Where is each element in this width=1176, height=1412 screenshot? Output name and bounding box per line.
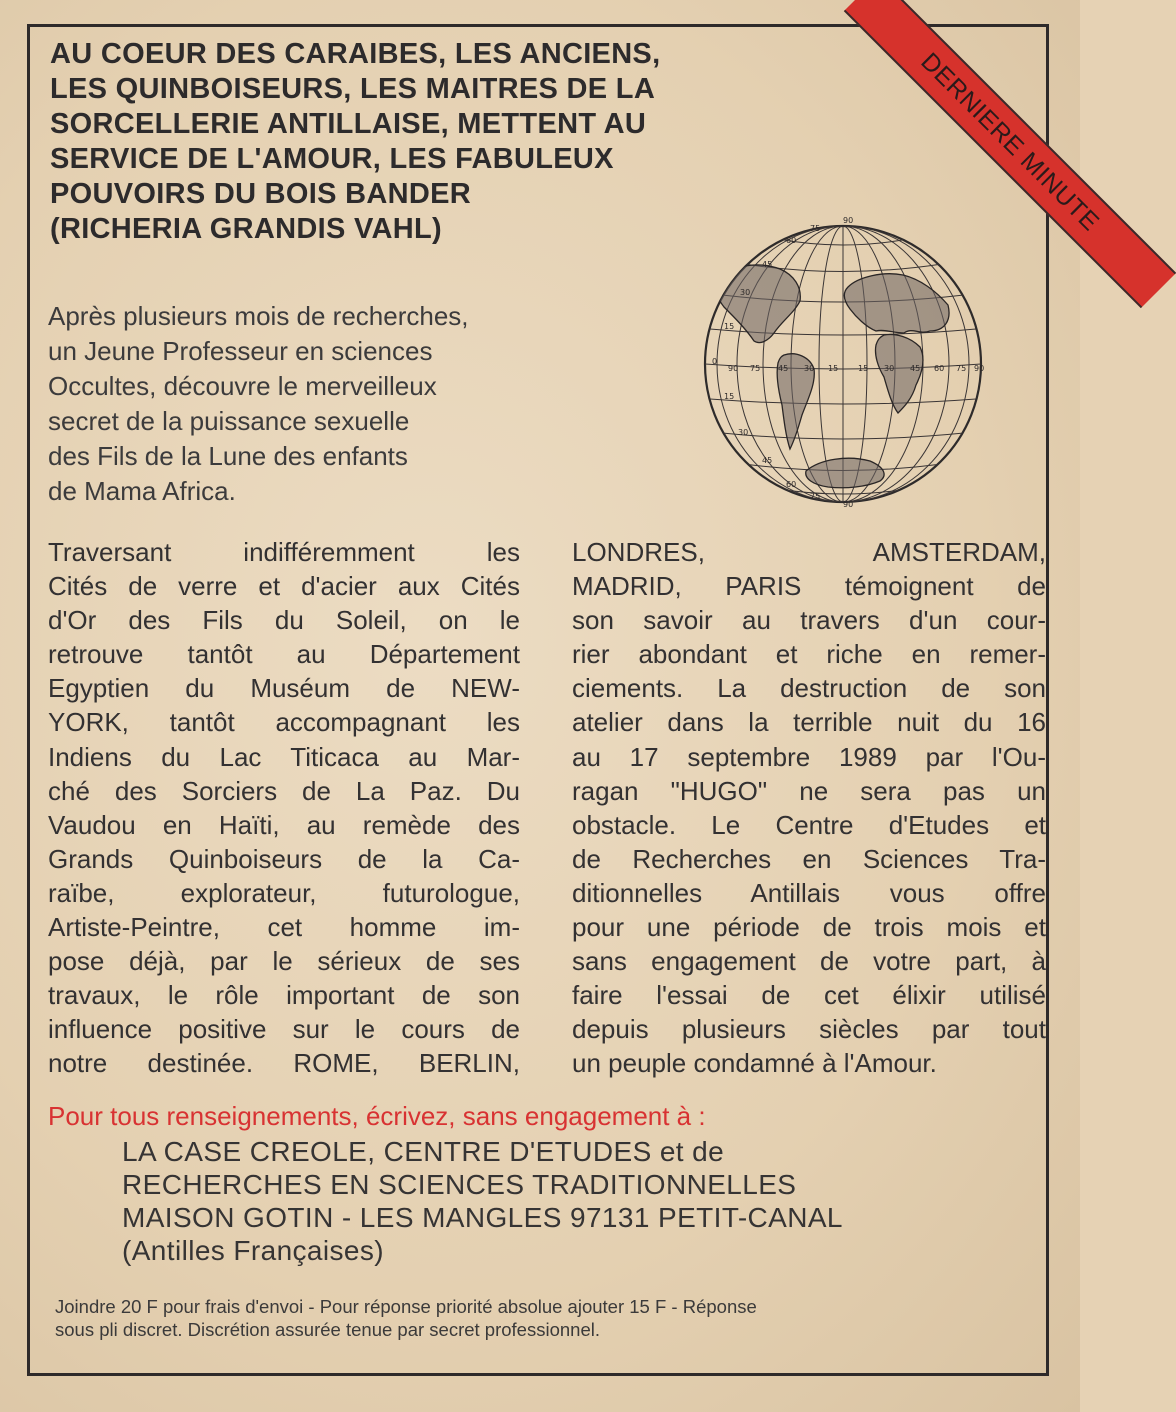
globe-degree-label: 90 — [843, 216, 854, 225]
footnote — [55, 1295, 1035, 1341]
column-line: ché des Sorciers de La Paz. Du — [48, 775, 520, 806]
intro-line: Occultes, découvre le merveilleux — [48, 371, 437, 401]
column-line: LONDRES, AMSTERDAM, — [572, 537, 1046, 567]
globe-longitude-label: 90 — [974, 364, 985, 373]
column-line: ciements. La destruction de son — [572, 673, 1046, 704]
column-line: de Recherches en Sciences Tra- — [572, 843, 1046, 874]
intro-line: secret de la puissance sexuelle — [48, 406, 410, 436]
column-line: raïbe, explorateur, futurologue, — [48, 877, 520, 908]
intro-line: un Jeune Professeur en sciences — [48, 336, 433, 366]
column-line: rier abondant et riche en remer- — [572, 639, 1046, 670]
intro-paragraph — [48, 299, 608, 509]
column-line: au 17 septembre 1989 par l'Ou- — [572, 741, 1046, 772]
column-line: Grands Quinboiseurs de la Ca- — [48, 843, 520, 874]
globe-degree-label: 60 — [786, 236, 797, 245]
headline — [50, 37, 750, 247]
column-line: faire l'essai de cet élixir utilisé — [572, 980, 1046, 1011]
globe-continents — [716, 265, 949, 488]
address-line: RECHERCHES EN SCIENCES TRADITIONNELLES — [122, 1169, 797, 1200]
ad-border-frame — [27, 24, 1105, 1376]
globe-longitude-label: 45 — [778, 364, 789, 373]
address-line: (Antilles Françaises) — [122, 1235, 385, 1266]
headline-line: (RICHERIA GRANDIS VAHL) — [50, 213, 442, 245]
globe-degree-label: 0 — [712, 357, 718, 366]
column-line: influence positive sur le cours de — [48, 1014, 520, 1045]
headline-line: SERVICE DE L'AMOUR, LES FABULEUX — [50, 143, 614, 175]
globe-degree-label: 15 — [724, 392, 735, 401]
intro-line: Après plusieurs mois de recherches, — [48, 301, 469, 331]
globe-longitude-label: 75 — [956, 364, 967, 373]
column-line: atelier dans la terrible nuit du 16 — [572, 707, 1046, 738]
globe-longitude-label: 15 — [828, 364, 839, 373]
globe-longitude-label: 45 — [910, 364, 921, 373]
address-line: LA CASE CREOLE, CENTRE D'ETUDES et de — [122, 1136, 725, 1167]
column-line: depuis plusieurs siècles par tout — [572, 1014, 1046, 1045]
column-line: Traversant indifféremment les — [48, 537, 520, 567]
globe-longitude-label: 75 — [750, 364, 761, 373]
column-line: YORK, tantôt accompagnant les — [48, 707, 520, 738]
globe-degree-label: 75 — [810, 492, 821, 501]
column-line: un peuple condamné à l'Amour. — [572, 1048, 937, 1079]
headline-line: AU COEUR DES CARAIBES, LES ANCIENS, — [50, 38, 661, 70]
intro-line: de Mama Africa. — [48, 476, 236, 506]
column-line: notre destinée. ROME, BERLIN, — [48, 1048, 520, 1079]
globe-degree-label: 30 — [740, 288, 751, 297]
column-line: obstacle. Le Centre d'Etudes et — [572, 809, 1046, 840]
globe-degree-label: 75 — [810, 224, 821, 233]
body-column-right — [572, 535, 1046, 1081]
column-line: pose déjà, par le sérieux de ses — [48, 946, 520, 977]
headline-line: SORCELLERIE ANTILLAISE, METTENT AU — [50, 108, 647, 140]
column-line: Indiens du Lac Titicaca au Mar- — [48, 741, 520, 772]
column-line: Cités de verre et d'acier aux Cités — [48, 571, 520, 602]
globe-degree-label: 45 — [762, 456, 773, 465]
intro-line: des Fils de la Lune des enfants — [48, 441, 408, 471]
globe-longitude-label: 60 — [934, 364, 945, 373]
globe-degree-label: 60 — [786, 480, 797, 489]
column-line: Vaudou en Haïti, au remède des — [48, 809, 520, 840]
globe-longitude-label: 30 — [804, 364, 815, 373]
globe-degree-label: 30 — [738, 428, 749, 437]
world-globe-illustration — [698, 209, 988, 519]
column-line: pour une période de trois mois et — [572, 912, 1046, 943]
globe-longitude-label: 30 — [884, 364, 895, 373]
address-line: MAISON GOTIN - LES MANGLES 97131 PETIT-CANAL — [122, 1202, 843, 1233]
globe-degree-label: 90 — [843, 500, 854, 509]
column-line: MADRID, PARIS témoignent de — [572, 571, 1046, 602]
column-line: ragan "HUGO" ne sera pas un — [572, 775, 1046, 806]
postal-address — [122, 1135, 843, 1267]
column-line: travaux, le rôle important de son — [48, 980, 520, 1011]
contact-lead: Pour tous renseignements, écrivez, sans engagement à : — [48, 1101, 706, 1131]
column-line: ditionnelles Antillais vous offre — [572, 877, 1046, 908]
column-line: Egyptien du Muséum de NEW- — [48, 673, 520, 704]
headline-line: LES QUINBOISEURS, LES MAITRES DE LA — [50, 73, 656, 105]
banner-label: DERNIERE MINUTE — [915, 47, 1105, 237]
column-line: Artiste-Peintre, cet homme im- — [48, 912, 520, 943]
footnote-line: sous pli discret. Discrétion assurée tenue par secret professionnel. — [55, 1319, 600, 1340]
column-line: retrouve tantôt au Département — [48, 639, 520, 670]
column-line: sans engagement de votre part, à — [572, 946, 1046, 977]
column-line: d'Or des Fils du Soleil, on le — [48, 605, 520, 636]
column-line: son savoir au travers d'un cour- — [572, 605, 1046, 636]
globe-longitude-label: 90 — [728, 364, 739, 373]
footnote-line: Joindre 20 F pour frais d'envoi - Pour réponse priorité absolue ajouter 15 F - Réponse — [55, 1296, 757, 1317]
globe-longitude-label: 15 — [858, 364, 869, 373]
globe-degree-label: 45 — [762, 260, 773, 269]
globe-degree-label: 15 — [724, 322, 735, 331]
headline-line: POUVOIRS DU BOIS BANDER — [50, 178, 471, 210]
body-column-left — [48, 535, 520, 1081]
